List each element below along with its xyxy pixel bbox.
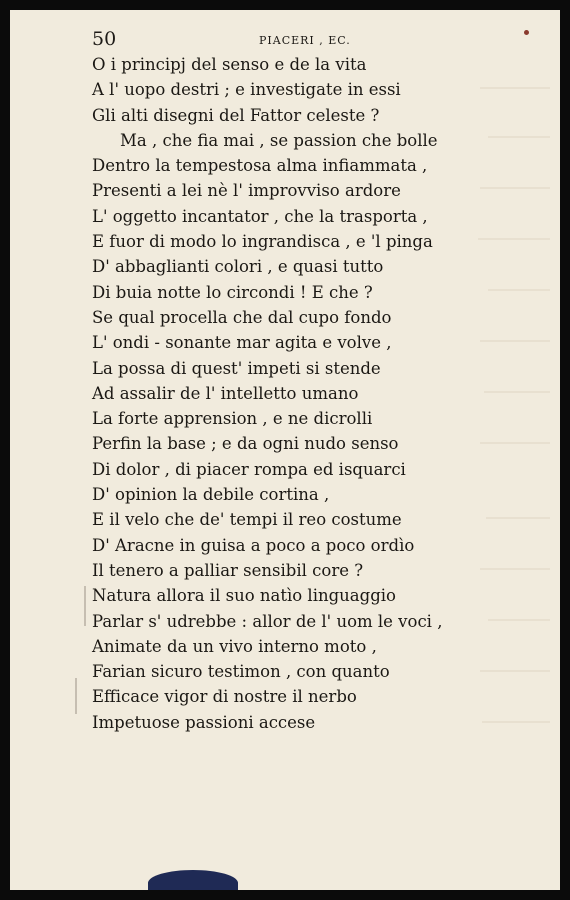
verse-line: Di dolor , di piacer rompa ed isquarci — [92, 459, 406, 479]
verse-line: Presenti a lei nè l' improvviso ardore — [92, 181, 401, 201]
verse-line: Se qual procella che dal cupo fondo — [92, 307, 392, 327]
verse-line: A l' uopo destri ; e investigate in essi — [92, 80, 401, 100]
verse-line: D' Aracne in guisa a poco a poco ordìo — [92, 535, 415, 555]
verse-line: O i principj del senso e de la vita — [92, 55, 367, 74]
verse-line: Animate da un vivo interno moto , — [92, 636, 377, 656]
verse-line: D' abbaglianti colori , e quasi tutto — [92, 257, 384, 277]
page-number: 50 — [92, 28, 117, 50]
verse-line: L' ondi - sonante mar agita e volve , — [92, 333, 392, 353]
page-header — [92, 28, 532, 52]
verse-line: La forte apprension , e ne dicrolli — [92, 409, 373, 429]
verse-line: La possa di quest' impeti si stende — [92, 358, 381, 378]
verse-line: Ma , che fia mai , se passion che bolle — [120, 130, 438, 150]
verse-line: Parlar s' udrebbe : allor de l' uom le voci , — [92, 611, 443, 631]
book-page — [10, 10, 560, 890]
verse-line: Gli alti disegni del Fattor celeste ? — [92, 105, 380, 125]
verse-line: Di buia notte lo circondi ! E che ? — [92, 282, 373, 302]
verse-line: Perfin la base ; e da ogni nudo senso — [92, 434, 399, 454]
verse-line: E fuor di modo lo ingrandisca , e 'l pinga — [92, 232, 433, 252]
ink-blot — [148, 870, 238, 890]
verse-line: Il tenero a palliar sensibil core ? — [92, 560, 364, 580]
verse-line: Impetuose passioni accese — [92, 712, 316, 732]
verse-line: Natura allora il suo natìo linguaggio — [92, 586, 396, 606]
verse-line: Farian sicuro testimon , con quanto — [92, 662, 390, 682]
running-head: PIACERI , EC. — [259, 34, 351, 47]
verse-line: Ad assalir de l' intelletto umano — [92, 383, 359, 403]
verse-line: D' opinion la debile cortina , — [92, 485, 330, 505]
verse-line: Dentro la tempestosa alma infiammata , — [92, 156, 428, 176]
verse-line: E il velo che de' tempi il reo costume — [92, 510, 402, 530]
poem-text — [92, 52, 542, 735]
verse-line: L' oggetto incantator , che la trasporta , — [92, 206, 428, 226]
verse-line: Efficace vigor di nostre il nerbo — [92, 687, 357, 707]
